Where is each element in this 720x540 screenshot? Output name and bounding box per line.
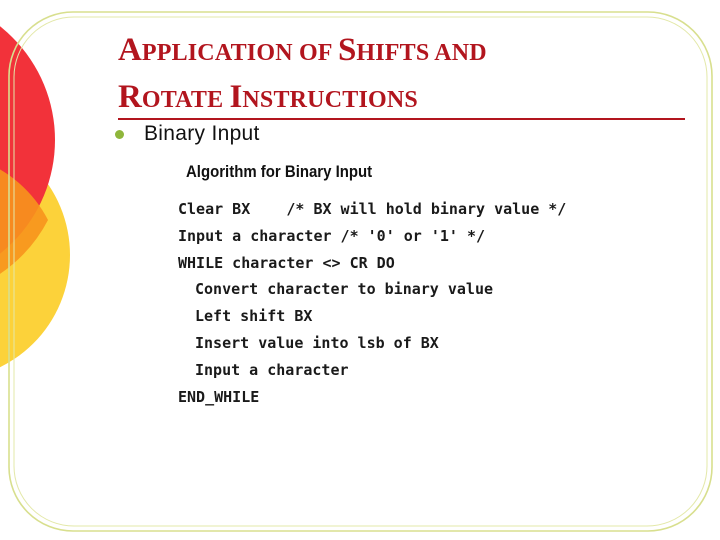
title-cap: S xyxy=(337,32,357,68)
title-cap: R xyxy=(118,79,142,115)
title-line-2 xyxy=(118,75,698,122)
title-text: PPLICATION OF xyxy=(141,40,338,66)
slide-title xyxy=(118,28,698,122)
title-text: OTATE xyxy=(141,87,230,113)
algorithm-line: WHILE character <> CR DO xyxy=(178,253,395,272)
algorithm-line: Input a character xyxy=(195,360,349,379)
bullet-text: Binary Input xyxy=(144,122,260,145)
algorithm-line: Input a character /* '0' or '1' */ xyxy=(178,226,486,245)
bullet-dot-icon xyxy=(115,130,124,139)
algorithm-line: END_WHILE xyxy=(178,387,260,406)
title-line-1 xyxy=(118,28,698,75)
bullet-item xyxy=(115,120,260,148)
title-cap: I xyxy=(229,79,243,115)
algorithm-line: Clear BX /* BX will hold binary value */ xyxy=(178,200,567,218)
title-text: NSTRUCTIONS xyxy=(242,87,418,113)
algorithm-heading: Algorithm for Binary Input xyxy=(186,162,373,181)
algorithm-figure xyxy=(178,162,566,410)
algorithm-line: Left shift BX xyxy=(195,307,313,326)
algorithm-line: Insert value into lsb of BX xyxy=(195,333,439,352)
algorithm-line: Convert character to binary value xyxy=(195,280,494,299)
title-text: HIFTS AND xyxy=(356,40,487,66)
title-cap: A xyxy=(118,32,142,68)
